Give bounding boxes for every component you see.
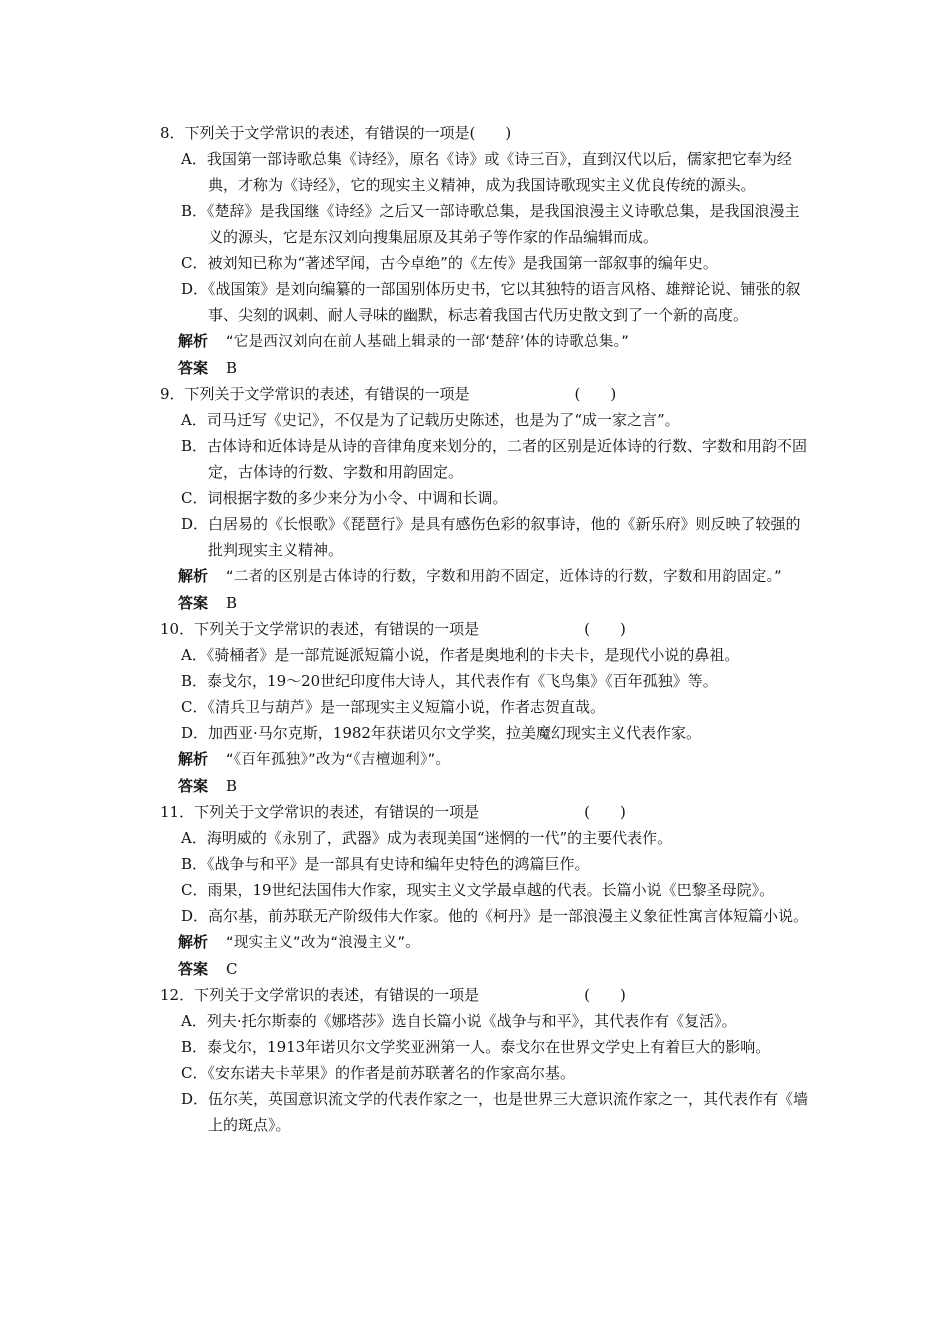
option-c: C．雨果，19世纪法国伟大作家，现实主义文学最卓越的代表。长篇小说《巴黎圣母院》。 [181, 881, 775, 899]
answer-label: 答案 [178, 594, 209, 612]
question-10 [160, 616, 810, 799]
option-d: D．白居易的《长恨歌》《琵琶行》是具有感伤色彩的叙事诗，他的《新乐府》则反映了较强的批判现实主义精神。 [181, 515, 801, 559]
answer-value: C [226, 960, 238, 978]
answer-value: B [226, 359, 238, 377]
option-a: A．司马迁写《史记》，不仅是为了记载历史陈述，也是为了“成一家之言”。 [181, 411, 680, 429]
option-d: D．加西亚·马尔克斯，1982年获诺贝尔文学奖，拉美魔幻现实主义代表作家。 [181, 724, 701, 742]
question-stem: 12．下列关于文学常识的表述，有错误的一项是 ( ) [160, 986, 626, 1004]
analysis [160, 563, 810, 590]
option-b: B．《楚辞》是我国继《诗经》之后又一部诗歌总集，是我国浪漫主义诗歌总集，是我国浪漫主义的源头，它是东汉刘向搜集屈原及其弟子等作家的作品编辑而成。 [181, 202, 800, 246]
answer-label: 答案 [178, 777, 209, 795]
question-12 [160, 982, 810, 1138]
analysis-text: “二者的区别是古体诗的行数，字数和用韵不固定，近体诗的行数，字数和用韵固定。” [226, 569, 782, 585]
question-list [160, 120, 810, 1138]
analysis [160, 328, 810, 355]
question-stem: 9．下列关于文学常识的表述，有错误的一项是 ( ) [160, 385, 617, 403]
answer [160, 773, 810, 799]
option-b: B．泰戈尔，19～20世纪印度伟大诗人，其代表作有《飞鸟集》《百年孤独》等。 [181, 672, 718, 690]
analysis-text: “它是西汉刘向在前人基础上辑录的一部‘楚辞’体的诗歌总集。” [226, 334, 630, 350]
analysis [160, 746, 810, 773]
option-c: C．《清兵卫与葫芦》是一部现实主义短篇小说，作者志贺直哉。 [181, 698, 605, 716]
option-d: D．伍尔芙，英国意识流文学的代表作家之一，也是世界三大意识流作家之一，其代表作有《墙上的斑点》。 [181, 1090, 809, 1134]
answer [160, 590, 810, 616]
option-b: B．古体诗和近体诗是从诗的音律角度来划分的，二者的区别是近体诗的行数、字数和用韵不固定，古体诗的行数、字数和用韵固定。 [181, 437, 808, 481]
analysis-text: “现实主义”改为“浪漫主义”。 [226, 935, 421, 951]
answer [160, 956, 810, 982]
question-8 [160, 120, 810, 381]
answer-value: B [226, 594, 238, 612]
option-c: C．词根据字数的多少来分为小令、中调和长调。 [181, 489, 508, 507]
option-c: C．《安东诺夫卡苹果》的作者是前苏联著名的作家高尔基。 [181, 1064, 575, 1082]
question-9 [160, 381, 810, 616]
analysis-text: “《百年孤独》”改为“《吉檀迦利》”。 [226, 752, 451, 768]
option-d: D．《战国策》是刘向编纂的一部国别体历史书，它以其独特的语言风格、雄辩论说、铺张的叙事、尖刻的讽刺、耐人寻味的幽默，标志着我国古代历史散文到了一个新的高度。 [181, 280, 801, 324]
option-a: A．我国第一部诗歌总集《诗经》，原名《诗》或《诗三百》，直到汉代以后，儒家把它奉为经典，才称为《诗经》，它的现实主义精神，成为我国诗歌现实主义优良传统的源头。 [181, 150, 792, 194]
option-b: B．《战争与和平》是一部具有史诗和编年史特色的鸿篇巨作。 [181, 855, 590, 873]
analysis [160, 929, 810, 956]
question-stem: 8．下列关于文学常识的表述，有错误的一项是( ) [160, 124, 512, 142]
option-d: D．高尔基，前苏联无产阶级伟大作家。他的《柯丹》是一部浪漫主义象征性寓言体短篇小说。 [181, 907, 809, 925]
answer-label: 答案 [178, 359, 209, 377]
answer-value: B [226, 777, 238, 795]
analysis-label: 解析 [178, 933, 209, 951]
answer-label: 答案 [178, 960, 209, 978]
answer [160, 355, 810, 381]
option-a: A．海明威的《永别了，武器》成为表现美国“迷惘的一代”的主要代表作。 [181, 829, 673, 847]
analysis-label: 解析 [178, 332, 209, 350]
option-c: C．被刘知已称为“著述罕闻，古今卓绝”的《左传》是我国第一部叙事的编年史。 [181, 254, 718, 272]
question-stem: 10．下列关于文学常识的表述，有错误的一项是 ( ) [160, 620, 626, 638]
analysis-label: 解析 [178, 567, 209, 585]
question-stem: 11．下列关于文学常识的表述，有错误的一项是 ( ) [160, 803, 626, 821]
question-11 [160, 799, 810, 982]
option-b: B．泰戈尔，1913年诺贝尔文学奖亚洲第一人。泰戈尔在世界文学史上有着巨大的影响。 [181, 1038, 771, 1056]
option-a: A．《骑桶者》是一部荒诞派短篇小说，作者是奥地利的卡夫卡，是现代小说的鼻祖。 [181, 646, 740, 664]
option-a: A．列夫·托尔斯泰的《娜塔莎》选自长篇小说《战争与和平》，其代表作有《复活》。 [181, 1012, 737, 1030]
analysis-label: 解析 [178, 750, 209, 768]
